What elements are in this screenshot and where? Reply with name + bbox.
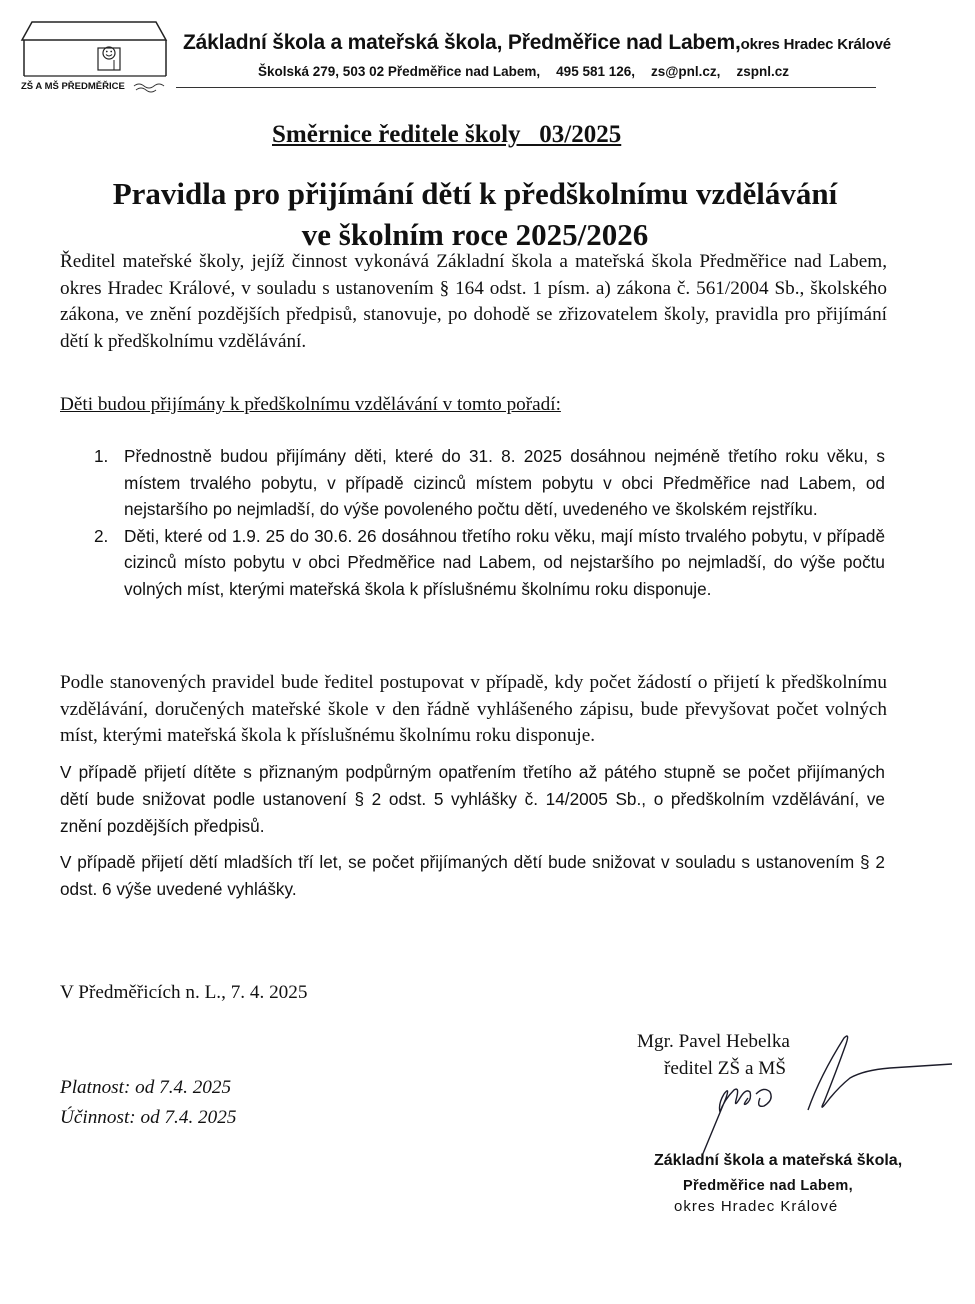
place-date: V Předměřicích n. L., 7. 4. 2025 (60, 982, 308, 1003)
school-address: Školská 279, 503 02 Předměřice nad Labem, (258, 64, 541, 79)
list-item-number: 2. (94, 525, 109, 546)
list-item-number: 1. (94, 446, 109, 466)
support-paragraph: V případě přijetí dítěte s přiznaným podpůrným opatřením třetího až pátého stupně se počet přijímaných dětí bude snižovat podle ustanovení § 2 odst. 5 vyhlášky č. 14/2005 Sb., o předškolním vzdělávání, ve znění pozdějších předpisů. (60, 762, 885, 836)
signature-icon (690, 1028, 970, 1158)
stamp-line-2: Předměřice nad Labem, (683, 1178, 853, 1194)
logo-caption: ZŠ A MŠ PŘEDMĚŘICE (21, 81, 125, 92)
school-contact (258, 64, 805, 79)
rules-paragraph: Podle stanovených pravidel bude ředitel postupovat v případě, kdy počet žádostí o přijetí k předškolnímu vzdělávání, doručených mateřské škole v den řádně vyhlášeného zápisu, bude převyšovat počet volných míst, kterými mateřská škola k příslušnému školnímu roku disponuje. (60, 672, 887, 746)
header-divider (176, 87, 876, 88)
signatory-role: ředitel ZŠ a MŠ (664, 1058, 787, 1079)
handwritten-signature (690, 1028, 970, 1158)
title-line-1: Pravidla pro přijímání dětí k předškolnímu vzdělávání (112, 176, 838, 211)
validity-date: Platnost: od 7.4. 2025 (60, 1077, 232, 1098)
school-name-text: Základní škola a mateřská škola, Předměřice nad Labem, (183, 31, 741, 54)
list-item (88, 443, 885, 523)
intro-paragraph: Ředitel mateřské školy, jejíž činnost vykonává Základní škola a mateřská škola Předměřice nad Labem, okres Hradec Králové, v souladu s ustanovením § 164 odst. 1 písm. a) zákona č. 561/2004 Sb., školského zákona, ve znění pozdějších předpisů, stanovuje, po dohodě se zřizovatelem školy, pravidla pro přijímání dětí k předškolnímu vzdělávání. (60, 251, 887, 352)
school-name (183, 31, 891, 55)
school-web: zspnl.cz (736, 64, 789, 79)
school-district: okres Hradec Králové (740, 36, 891, 53)
stamp-line-1: Základní škola a mateřská škola, (654, 1152, 903, 1169)
list-item-text: Děti, které od 1.9. 25 do 30.6. 26 dosáhnou třetího roku věku, mají místo trvalého pobytu, v případě cizinců místo pobytu v obci Předměřice nad Labem, od nejstaršího po nejmladší, do výše počtu volných míst, kterými mateřská škola k příslušnému školnímu roku disponuje. (124, 525, 885, 599)
school-phone: 495 581 126, (556, 64, 635, 79)
effectiveness-date: Účinnost: od 7.4. 2025 (60, 1107, 237, 1128)
signatory-name: Mgr. Pavel Hebelka (637, 1031, 790, 1052)
document-title (40, 173, 910, 255)
younger-children-paragraph: V případě přijetí dětí mladších tří let, se počet přijímaných dětí bude snižovat v souladu s ustanovením § 2 odst. 6 výše uvedené vyhlášky. (60, 852, 885, 899)
directive-heading: Směrnice ředitele školy 03/2025 (272, 121, 622, 148)
admission-order-list (88, 443, 885, 602)
order-heading: Děti budou přijímány k předškolnímu vzdělávání v tomto pořadí: (60, 394, 561, 415)
school-email: zs@pnl.cz, (651, 64, 721, 79)
list-item-text: Přednostně budou přijímány děti, které do 31. 8. 2025 dosáhnou nejméně třetího roku věku, s místem trvalého pobytu, v případě cizinců místem pobytu v obci Předměřice nad Labem, od nejstaršího po nejmladší, do výše povoleného počtu dětí, uvedeného ve školském rejstříku. (124, 446, 885, 519)
title-line-2: ve školním roce 2025/2026 (301, 217, 649, 252)
list-item (88, 523, 885, 603)
stamp-line-3: okres Hradec Králové (674, 1198, 839, 1215)
